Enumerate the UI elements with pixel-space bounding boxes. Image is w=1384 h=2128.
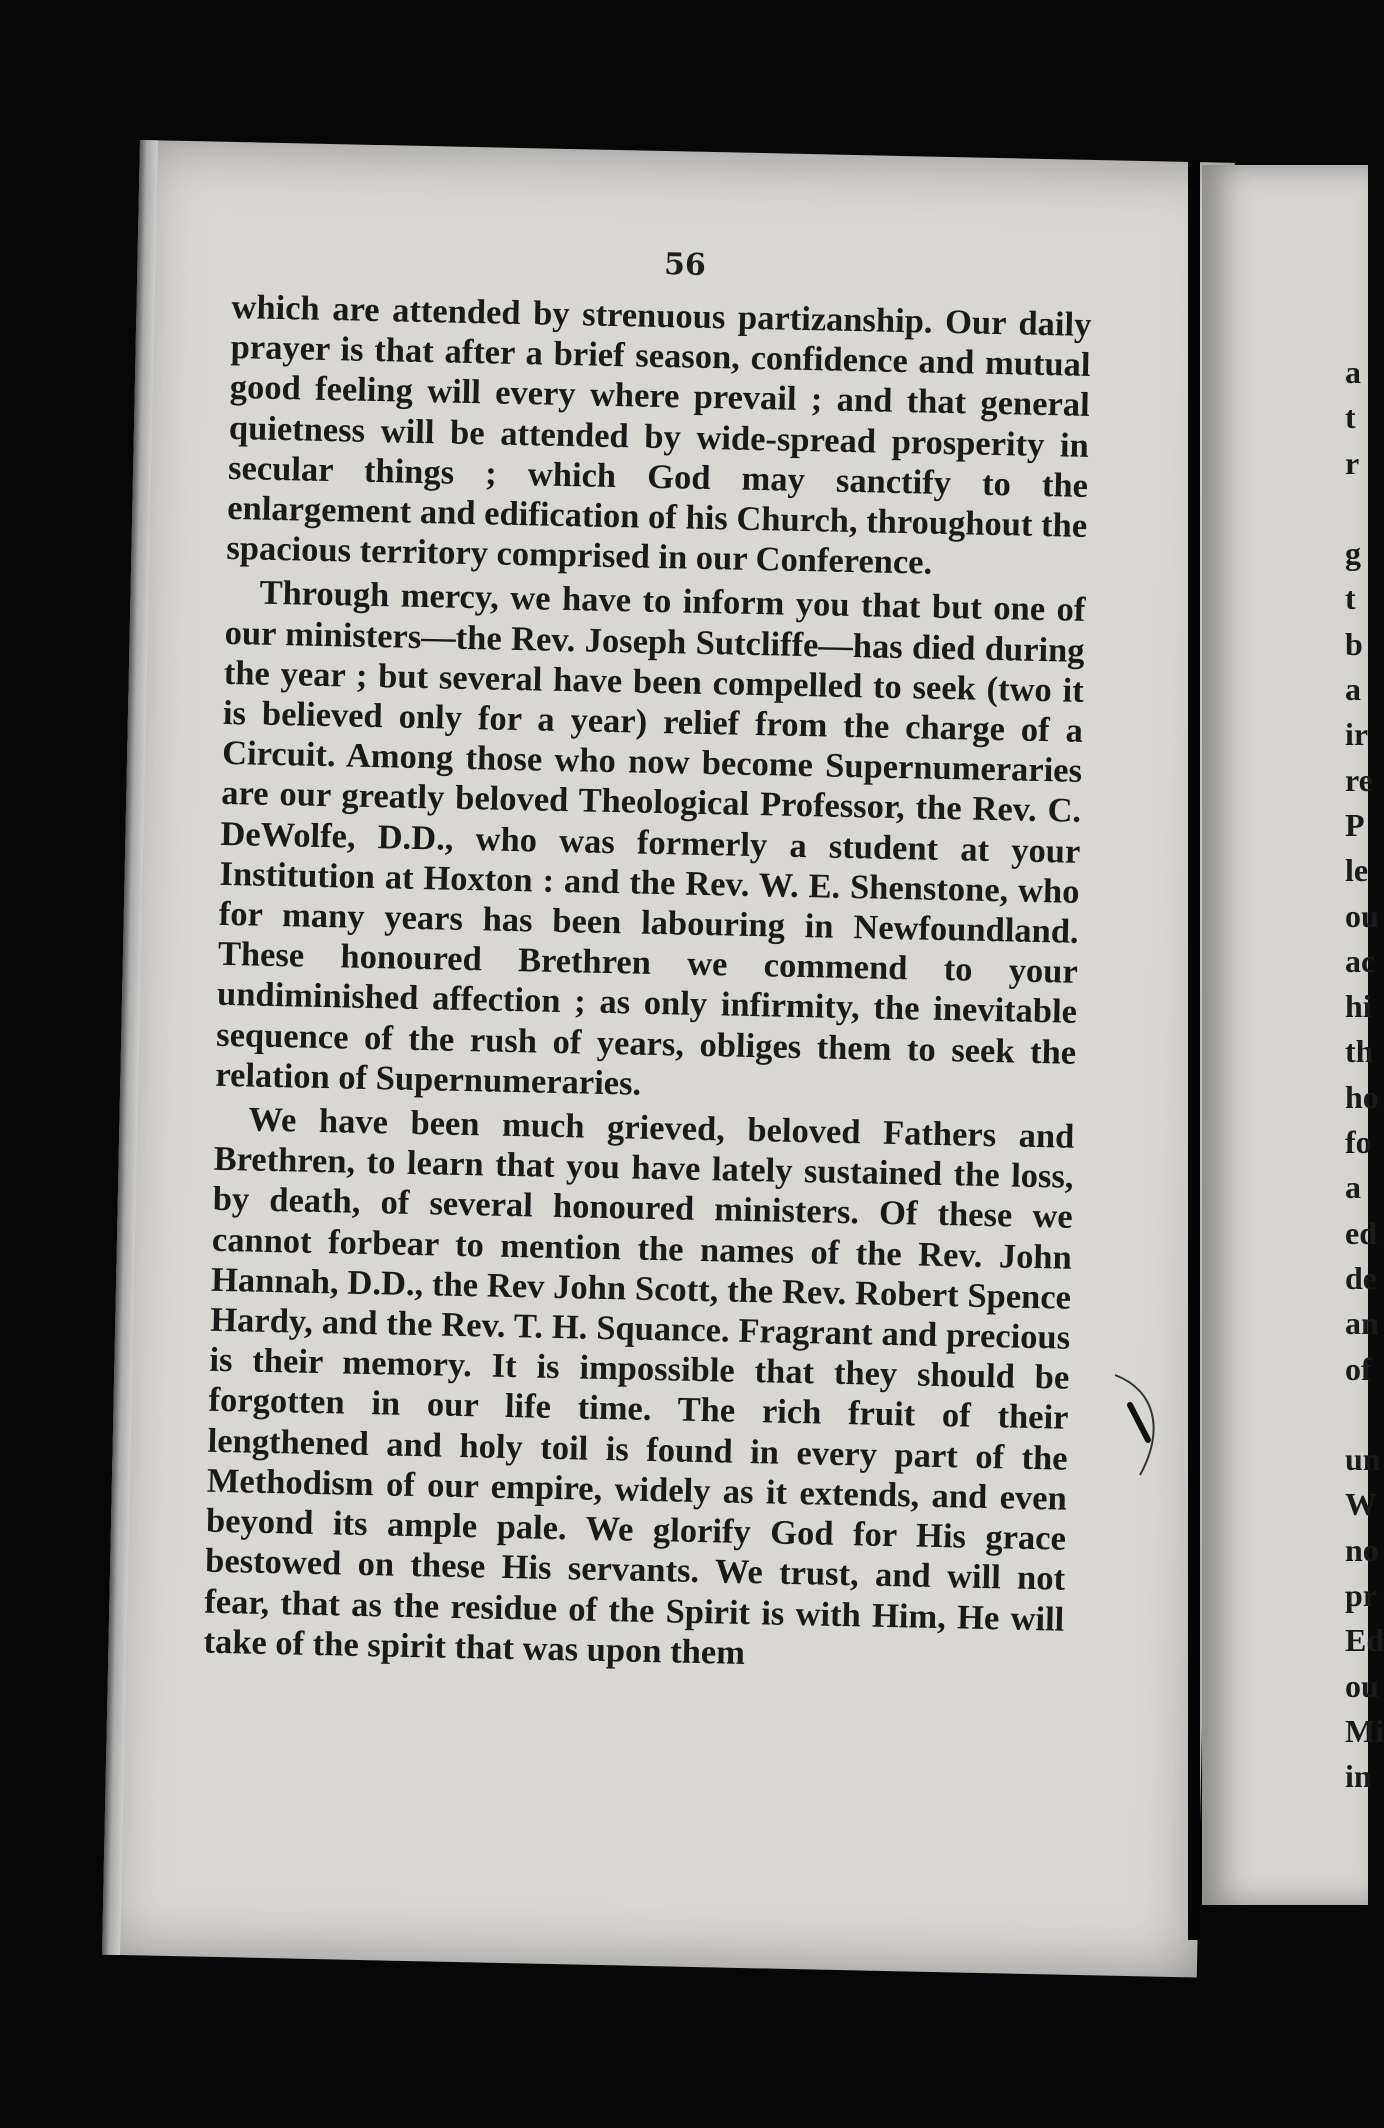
fragment: le xyxy=(1345,852,1369,889)
right-page-text-fragments xyxy=(1345,350,1384,1800)
fragment: ed xyxy=(1345,1214,1377,1251)
pencil-annotation-icon xyxy=(1110,1370,1170,1480)
fragment: g xyxy=(1345,535,1361,572)
fragment: a xyxy=(1345,1169,1361,1206)
fragment: ou xyxy=(1345,897,1379,934)
page-number: 56 xyxy=(663,247,707,283)
fragment xyxy=(1345,1392,1384,1437)
fragment: b xyxy=(1345,625,1363,662)
body-text xyxy=(203,287,1092,1684)
fragment: un xyxy=(1345,1441,1381,1478)
fragment: of xyxy=(1345,1350,1372,1387)
fragment: an xyxy=(1345,1305,1379,1342)
fragment: W xyxy=(1345,1486,1377,1523)
fragment: t xyxy=(1345,399,1356,436)
fragment: a xyxy=(1345,671,1361,708)
fragment: t xyxy=(1345,580,1356,617)
fragment: in xyxy=(1345,1758,1372,1795)
fragment: Mi xyxy=(1345,1712,1384,1749)
left-page xyxy=(102,140,1235,1978)
fragment: th xyxy=(1345,1033,1374,1070)
fragment: fo xyxy=(1345,1124,1372,1161)
fragment: a xyxy=(1345,354,1361,390)
fragment xyxy=(1345,486,1384,531)
fragment: ho xyxy=(1345,1078,1379,1115)
fragment: r xyxy=(1345,444,1360,481)
fragment: hi xyxy=(1345,988,1372,1025)
fragment: ac xyxy=(1345,942,1376,979)
book-gutter xyxy=(1188,160,1200,1940)
fragment: Ed xyxy=(1345,1622,1384,1659)
fragment: pr xyxy=(1345,1577,1377,1614)
fragment: P xyxy=(1345,806,1365,843)
fragment: ir xyxy=(1345,716,1369,753)
fragment: no xyxy=(1345,1531,1379,1568)
right-page xyxy=(1202,165,1368,1905)
paragraph-2: Through mercy, we have to inform you that but one of our ministers—the Rev. Joseph Sutcliffe—has died during the year ; but several have been compelled to seek (two it is believed only for a year) relief from the charge of a Circuit. Among those who now become Supernumeraries are our greatly beloved Theological Professor, the Rev. C. DeWolfe, D.D., who was formerly a student at your Institution at Hoxton : and the Rev. W. E. Shenstone, who for many years has been labouring in Newfoundland. These honoured Brethren we commend to your undiminished affection ; as only infirmity, the inevitable sequence of the rush of years, obliges them to seek the relation of Supernumeraries. xyxy=(215,574,1086,1103)
fragment: de xyxy=(1345,1259,1377,1296)
paragraph-1: which are attended by strenuous partizanship. Our daily prayer is that after a brief season, confidence and mutual good feeling will every where prevail ; and that general quietness will be attended by wide-spread prosperity in secular things ; which God may sanctify to the enlargement and edification of his Church, throughout the spacious territory comprised in our Conference. xyxy=(226,287,1092,582)
fragment: ou xyxy=(1345,1667,1379,1704)
fragment: re xyxy=(1345,761,1373,798)
paragraph-3: We have been much grieved, beloved Fathers and Brethren, to learn that you have lately sustained the loss, by death, of several honoured ministers. Of these we cannot forbear to mention the names of the Rev. John Hannah, D.D., the Rev John Scott, the Rev. Robert Spence Hardy, and the Rev. T. H. Squance. Fragrant and precious is their memory. It is impossible that they should be forgotten in our life time. The rich fruit of their lengthened and holy toil is found in every part of the Methodism of our empire, widely as it extends, and even beyond its ample pale. We glorify God for His grace bestowed on these His servants. We trust, and will not fear, that as the residue of the Spirit is with Him, He will take of the spirit that was upon them xyxy=(203,1100,1075,1672)
